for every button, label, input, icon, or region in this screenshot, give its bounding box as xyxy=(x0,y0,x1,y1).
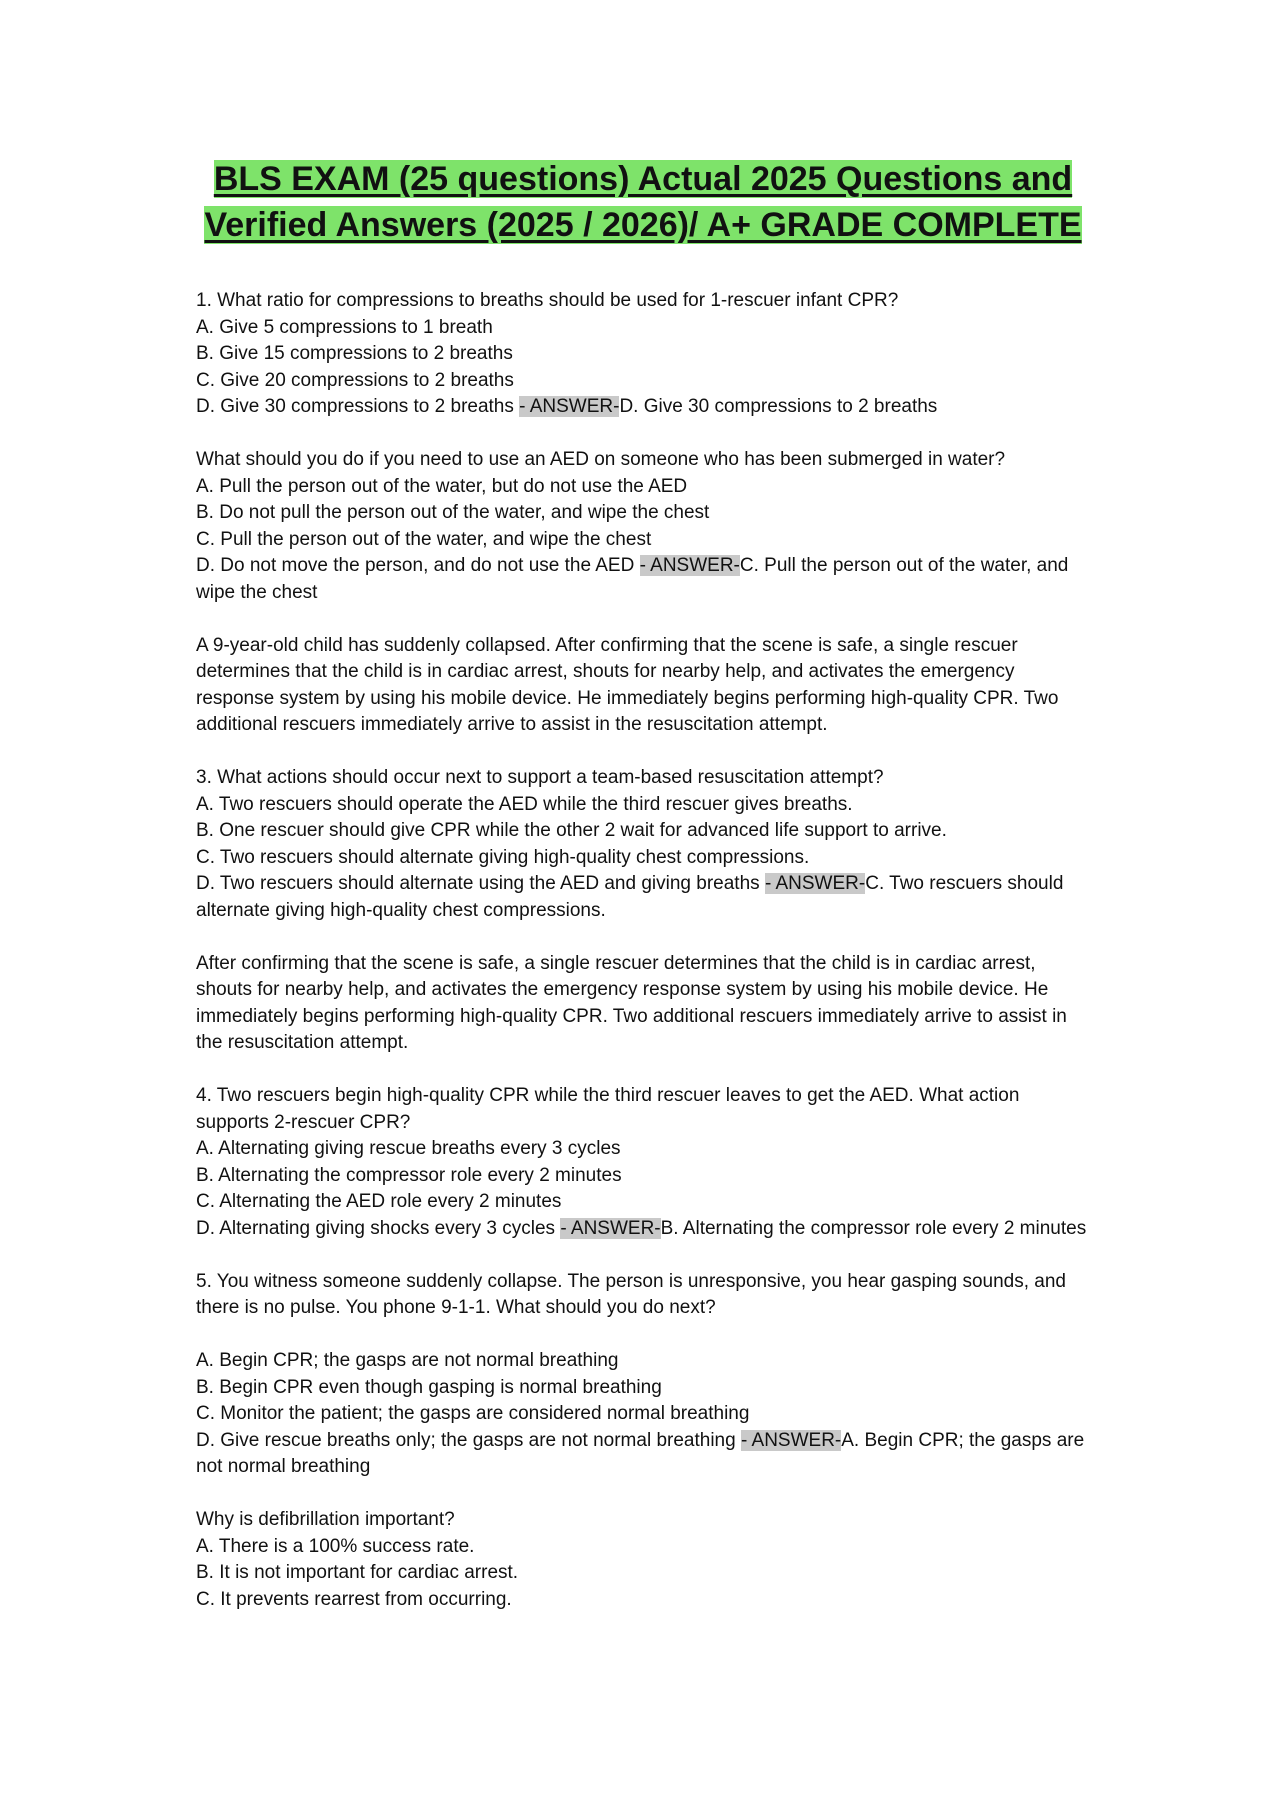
question-stem: What should you do if you need to use an AED on someone who has been submerged in water? xyxy=(196,449,1006,470)
question-stem: 1. What ratio for compressions to breaths should be used for 1-rescuer infant CPR? xyxy=(196,290,899,311)
option-d: D. Do not move the person, and do not use the AED xyxy=(196,555,640,576)
option-c: C. Give 20 compressions to 2 breaths xyxy=(196,369,514,391)
question-4 xyxy=(196,1083,1090,1242)
answer-text: A. Begin CPR; the gasps are not normal breathing xyxy=(196,1429,1085,1477)
answer-marker: - ANSWER- xyxy=(764,873,866,894)
title-line-1: BLS EXAM (25 questions) Actual 2025 Questions and xyxy=(213,160,1073,198)
option-d-with-answer xyxy=(196,871,1090,924)
option-c: C. Monitor the patient; the gasps are considered normal breathing xyxy=(196,1403,750,1424)
answer-marker: - ANSWER- xyxy=(560,1217,661,1239)
question-stem: 4. Two rescuers begin high-quality CPR while the third rescuer leaves to get the AED. What action supports 2-rescuer CPR? xyxy=(196,1085,1020,1133)
answer-marker: - ANSWER- xyxy=(639,555,740,576)
option-d-with-answer xyxy=(196,553,1090,606)
answer-text: C. Pull the person out of the water, and wipe the chest xyxy=(196,555,1069,603)
scenario-paragraph-1: A 9-year-old child has suddenly collapsed. After confirming that the scene is safe, a single rescuer determines that the child is in cardiac arrest, shouts for nearby help, and activates the emergency response system by using his mobile device. He immediately begins performing high-quality CPR. Two additional rescuers immediately arrive to assist in the resuscitation attempt. xyxy=(196,634,1059,735)
answer-marker: - ANSWER- xyxy=(740,1429,842,1451)
option-d-with-answer xyxy=(196,1216,1090,1243)
answer-text: B. Alternating the compressor role every 2 minutes xyxy=(660,1217,1087,1239)
document-title xyxy=(196,156,1090,248)
option-b: B. It is not important for cardiac arrest. xyxy=(196,1562,519,1583)
answer-text: D. Give 30 compressions to 2 breaths xyxy=(619,396,938,417)
option-b: B. Alternating the compressor role every 2 minutes xyxy=(196,1164,622,1186)
question-6 xyxy=(196,1507,1090,1613)
option-a: A. Pull the person out of the water, but do not use the AED xyxy=(196,475,688,497)
scenario-paragraph-2: After confirming that the scene is safe, a single rescuer determines that the child is in cardiac arrest, shouts for nearby help, and activates the emergency response system by using his mobile device. He immediately begins performing high-quality CPR. Two additional rescuers immediately arrive to assist in the resuscitation attempt. xyxy=(196,952,1067,1053)
title-line-2: Verified Answers (2025 / 2026)/ A+ GRADE COMPLETE xyxy=(204,206,1082,244)
option-a: A. There is a 100% success rate. xyxy=(196,1535,475,1557)
question-2 xyxy=(196,447,1090,606)
option-d: D. Give rescue breaths only; the gasps are not normal breathing xyxy=(196,1429,741,1451)
question-3 xyxy=(196,765,1090,924)
blank-line xyxy=(196,1322,1090,1349)
option-d-with-answer xyxy=(196,1428,1090,1481)
option-b: B. Begin CPR even though gasping is normal breathing xyxy=(196,1376,662,1398)
question-1 xyxy=(196,288,1090,421)
option-a: A. Alternating giving rescue breaths every 3 cycles xyxy=(196,1138,621,1159)
option-d: D. Give 30 compressions to 2 breaths xyxy=(196,396,520,417)
option-d-with-answer xyxy=(196,394,1090,421)
question-stem: 3. What actions should occur next to support a team-based resuscitation attempt? xyxy=(196,767,884,788)
option-a: A. Begin CPR; the gasps are not normal breathing xyxy=(196,1350,619,1371)
answer-text: C. Two rescuers should alternate giving high-quality chest compressions. xyxy=(196,873,1064,921)
question-5 xyxy=(196,1269,1090,1481)
answer-marker: - ANSWER- xyxy=(519,396,620,417)
option-b: B. Give 15 compressions to 2 breaths xyxy=(196,343,513,364)
option-d: D. Alternating giving shocks every 3 cycles xyxy=(196,1217,561,1239)
option-b: B. One rescuer should give CPR while the other 2 wait for advanced life support to arrive. xyxy=(196,820,947,841)
option-c: C. Pull the person out of the water, and wipe the chest xyxy=(196,528,652,550)
option-c: C. It prevents rearrest from occurring. xyxy=(196,1588,512,1610)
question-stem: 5. You witness someone suddenly collapse. The person is unresponsive, you hear gasping sounds, and there is no pulse. You phone 9-1-1. What should you do next? xyxy=(196,1270,1067,1318)
question-stem: Why is defibrillation important? xyxy=(196,1509,455,1530)
option-c: C. Alternating the AED role every 2 minutes xyxy=(196,1191,562,1212)
option-d: D. Two rescuers should alternate using the AED and giving breaths xyxy=(196,873,765,894)
option-b: B. Do not pull the person out of the water, and wipe the chest xyxy=(196,502,710,523)
option-a: A. Two rescuers should operate the AED while the third rescuer gives breaths. xyxy=(196,793,853,815)
option-a: A. Give 5 compressions to 1 breath xyxy=(196,316,493,338)
option-c: C. Two rescuers should alternate giving high-quality chest compressions. xyxy=(196,846,810,868)
